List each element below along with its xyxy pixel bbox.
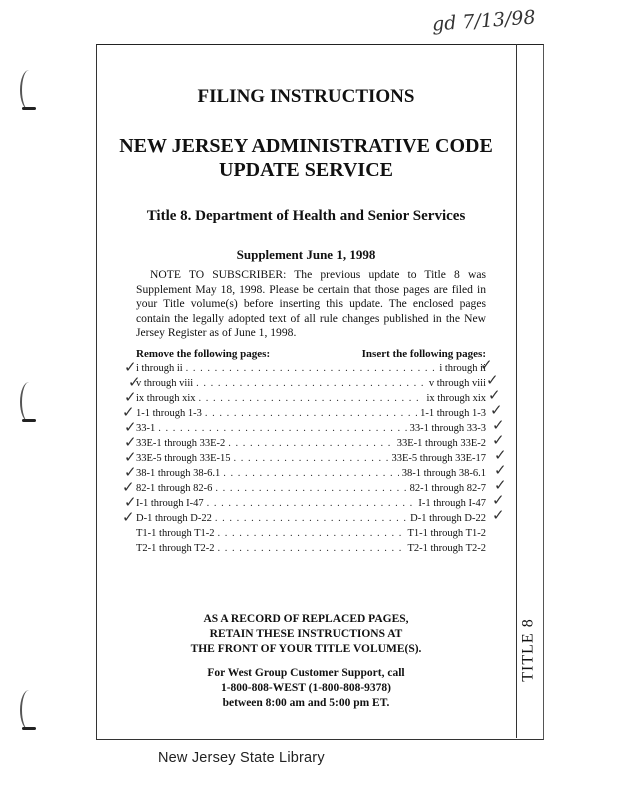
code-title-line: NEW JERSEY ADMINISTRATIVE CODE [119,135,493,157]
check-mark-icon: ✓ [492,506,505,524]
list-item [136,393,486,408]
check-mark-icon: ✓ [494,461,507,479]
insert-pages: 33E-1 through 33E-2 [396,438,486,449]
title-tab [516,598,542,702]
list-item [136,513,486,528]
insert-pages: v through viii [428,378,486,389]
remove-pages: D-1 through D-22 [136,513,212,524]
leader-dots [215,513,407,524]
insert-pages: 33E-5 through 33E-17 [391,453,486,464]
tab-label-text: TITLE 8 [520,618,538,682]
supplement-date: Supplement June 1, 1998 [236,247,376,262]
library-stamp: New Jersey State Library [158,750,325,766]
remove-pages: 33-1 [136,423,156,434]
support-phone: 1-800-808-WEST (1-800-808-9378) [220,682,392,694]
remove-pages: T2-1 through T2-2 [136,543,215,554]
check-mark-icon: ✓ [124,448,137,466]
check-mark-icon: ✓ [122,478,135,496]
remove-pages: T1-1 through T1-2 [136,528,215,539]
page-list-header [136,348,486,360]
remove-pages: 82-1 through 82-6 [136,483,213,494]
check-mark-icon: ✓ [124,388,137,406]
list-item [136,378,486,393]
remove-pages: i through ii [136,363,183,374]
title-subject: Title 8. Department of Health and Senior Services [146,208,466,224]
list-item [136,423,486,438]
leader-dots [223,468,398,479]
remove-pages: 38-1 through 38-6.1 [136,468,221,479]
record-line: THE FRONT OF YOUR TITLE VOLUME(S). [190,643,422,655]
punch-hole-mark [20,690,38,730]
list-item [136,363,486,378]
leader-dots [218,528,405,539]
punch-hole-mark [20,382,38,422]
remove-pages: v through viii [136,378,194,389]
insert-pages: 1-1 through 1-3 [420,408,486,419]
check-mark-icon: ✓ [494,476,507,494]
list-item [136,483,486,498]
check-mark-icon: ✓ [124,433,137,451]
insert-header: Insert the following pages: [361,348,486,360]
page-list [136,363,486,558]
check-mark-icon: ✓ [480,356,493,374]
check-mark-icon: ✓ [492,491,505,509]
leader-dots [158,423,406,434]
insert-pages: 82-1 through 82-7 [409,483,486,494]
leader-dots [218,543,405,554]
code-title [96,134,516,182]
check-mark-icon: ✓ [122,403,135,421]
check-mark-icon: ✓ [490,401,503,419]
list-item [136,528,486,543]
record-line: RETAIN THESE INSTRUCTIONS AT [209,628,403,640]
check-mark-icon: ✓ [494,446,507,464]
list-item [136,438,486,453]
code-title-line: UPDATE SERVICE [219,159,393,181]
leader-dots [205,408,417,419]
insert-pages: T1-1 through T1-2 [407,528,486,539]
check-mark-icon: ✓ [124,463,137,481]
leader-dots [199,393,424,404]
remove-pages: 1-1 through 1-3 [136,408,202,419]
insert-pages: T2-1 through T2-2 [407,543,486,554]
leader-dots [215,483,406,494]
insert-pages: i through ii [439,363,486,374]
remove-pages: 33E-5 through 33E-15 [136,453,231,464]
support-line: For West Group Customer Support, call [207,667,405,679]
punch-hole-mark [20,70,38,110]
remove-header: Remove the following pages: [136,348,271,360]
leader-dots [186,363,437,374]
check-mark-icon: ✓ [124,418,137,436]
record-notice [96,612,516,657]
insert-pages: ix through xix [426,393,486,404]
remove-pages: 33E-1 through 33E-2 [136,438,226,449]
record-line: AS A RECORD OF REPLACED PAGES, [203,613,409,625]
list-item [136,468,486,483]
insert-pages: D-1 through D-22 [410,513,486,524]
list-item [136,453,486,468]
check-mark-icon: ✓ [492,431,505,449]
check-mark-icon: ✓ [128,373,141,391]
leader-dots [196,378,426,389]
check-mark-icon: ✓ [488,386,501,404]
insert-pages: 33-1 through 33-3 [409,423,486,434]
check-mark-icon: ✓ [122,508,135,526]
subscriber-note: NOTE TO SUBSCRIBER: The previous update to Title 8 was Supplement May 18, 1998. Please be certain that those pages are filed in your Title volume(s) before inserting this update. The enclosed pages contain the legally adopted text of all rule changes published in the New Jersey Register as of June 1, 1998. [136,268,486,339]
remove-pages: ix through xix [136,393,196,404]
customer-support [96,666,516,711]
remove-pages: I-1 through I-47 [136,498,204,509]
leader-dots [234,453,389,464]
support-hours: between 8:00 am and 5:00 pm ET. [222,697,390,709]
insert-pages: 38-1 through 38-6.1 [401,468,486,479]
handwritten-date-note: gd 7/13/98 [431,6,537,36]
list-item [136,543,486,558]
insert-pages: I-1 through I-47 [418,498,486,509]
leader-dots [228,438,394,449]
list-item [136,498,486,513]
check-mark-icon: ✓ [486,371,499,389]
list-item [136,408,486,423]
check-mark-icon: ✓ [124,358,137,376]
page-title: FILING INSTRUCTIONS [197,86,415,107]
check-mark-icon: ✓ [492,416,505,434]
leader-dots [207,498,416,509]
check-mark-icon: ✓ [124,493,137,511]
